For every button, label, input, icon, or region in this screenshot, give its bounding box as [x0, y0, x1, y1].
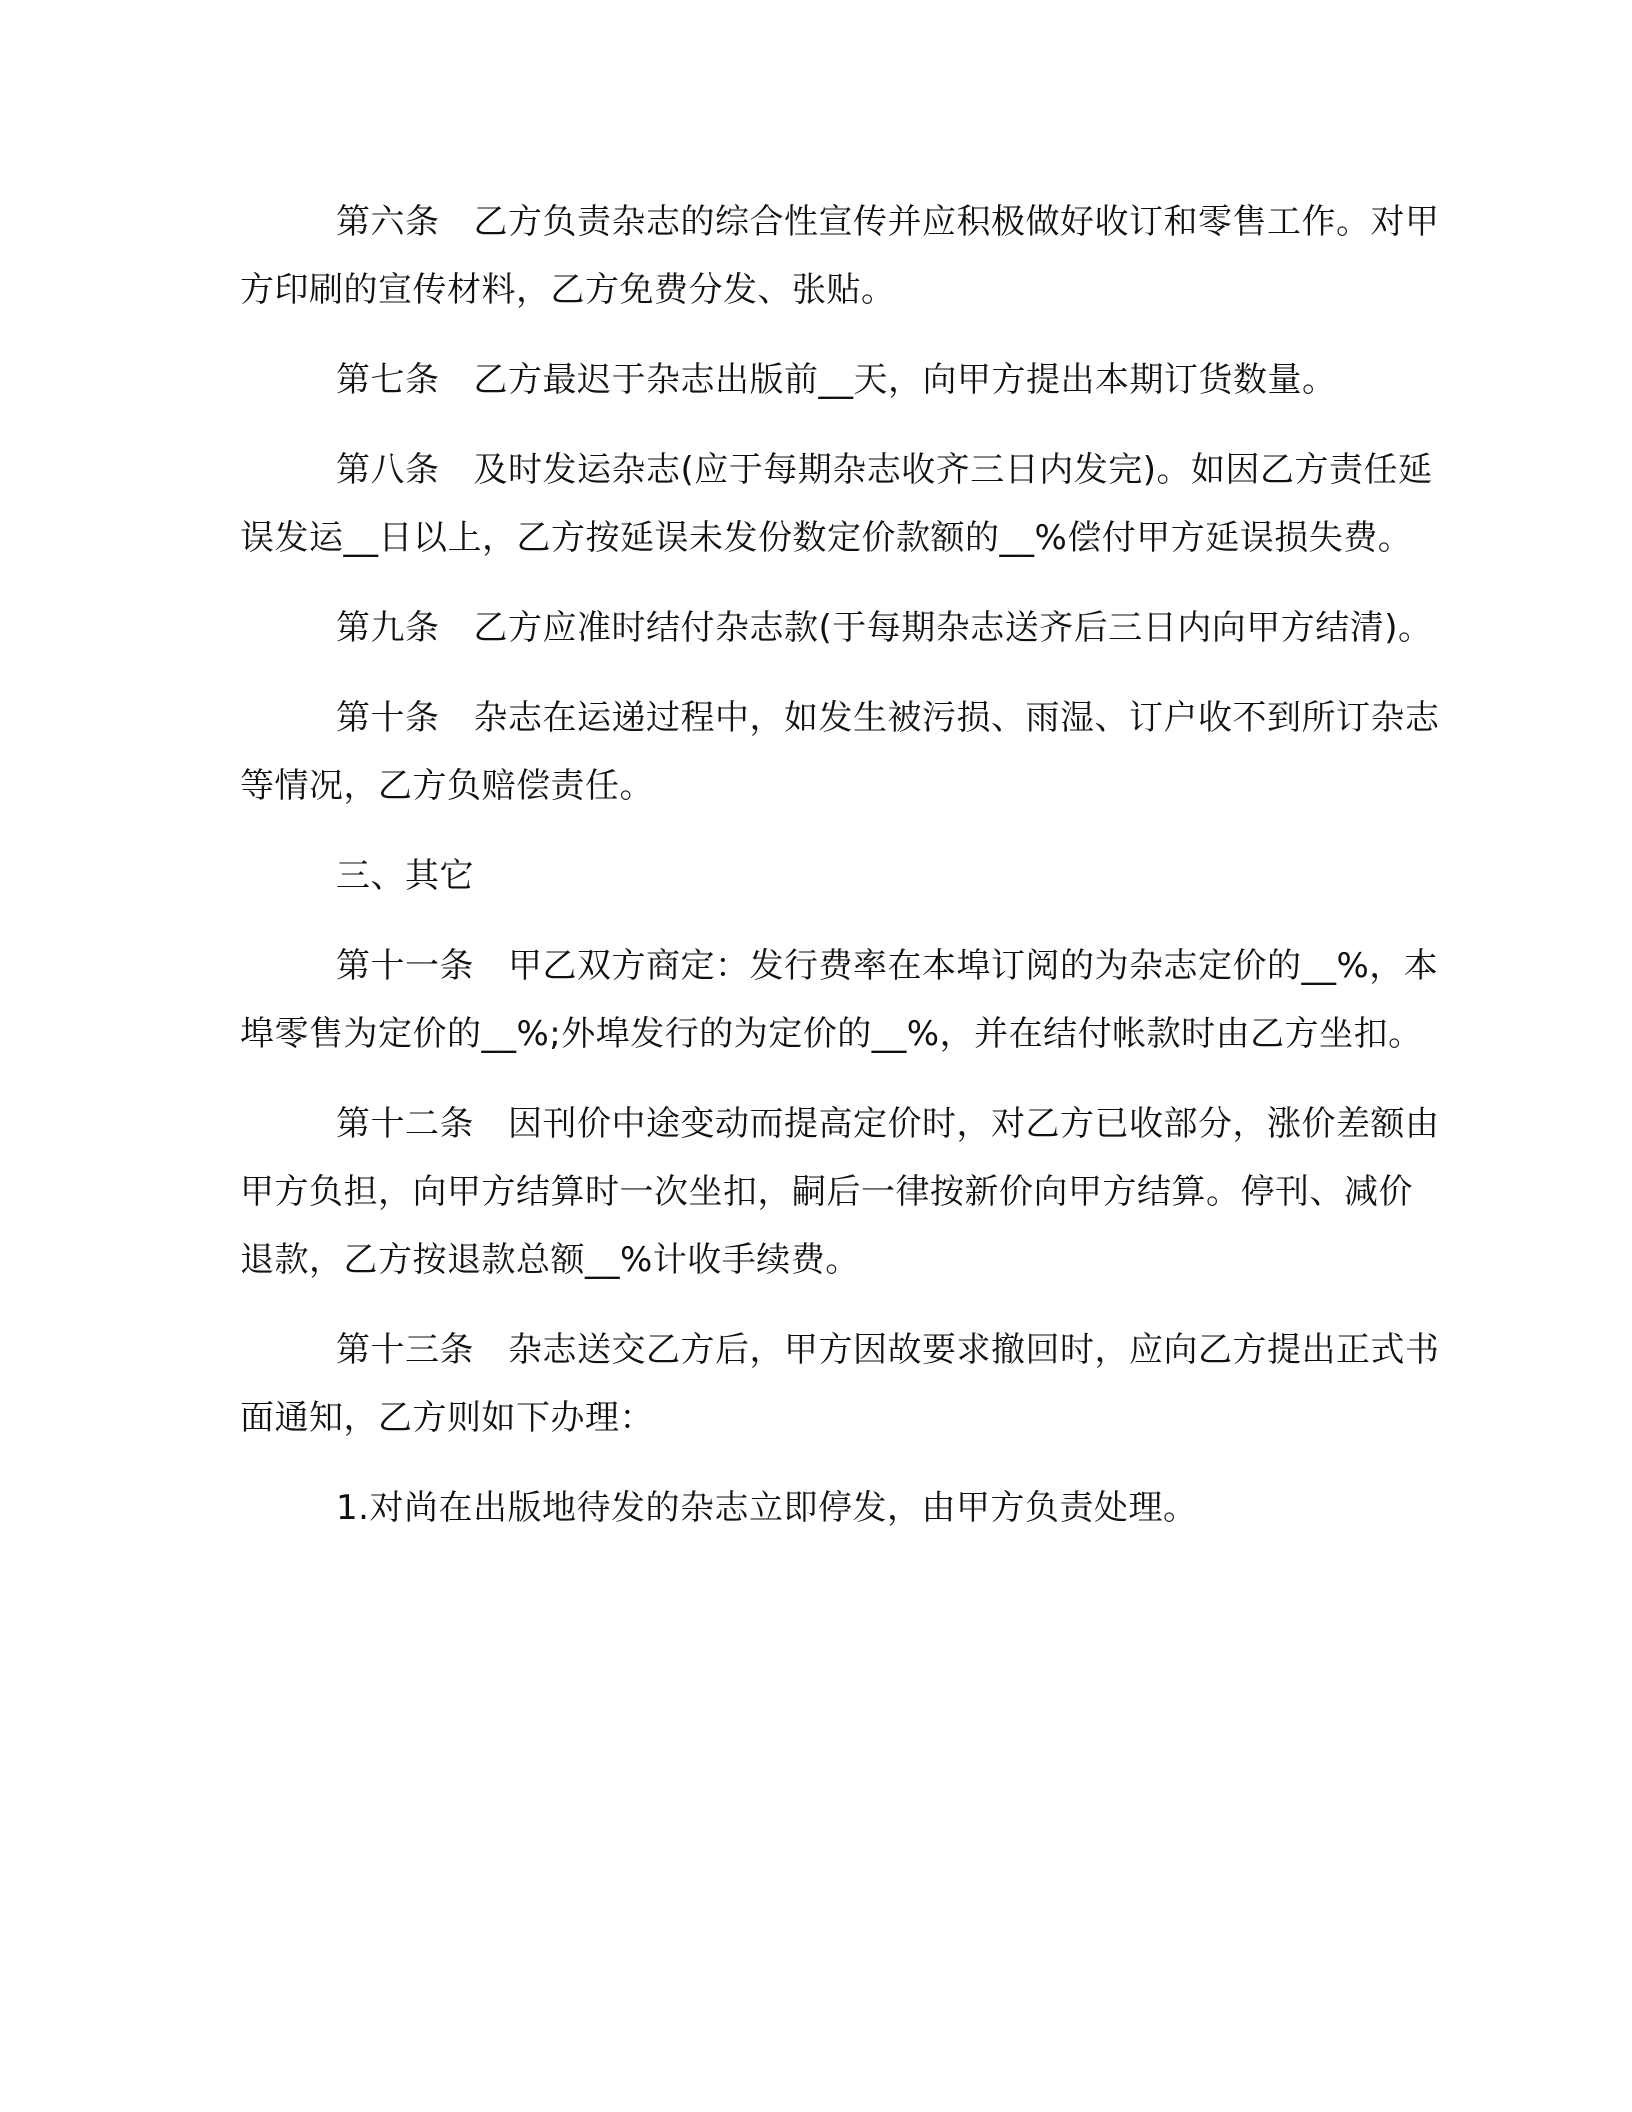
article-10-label: 第十条: [336, 698, 440, 738]
article-12-label: 第十二条: [336, 1104, 474, 1144]
article-11-text: 甲乙双方商定：发行费率在本埠订阅的为杂志定价的__%，本埠零售为定价的__%;外埠发行的为定价的__%，并在结付帐款时由乙方坐扣。: [240, 946, 1439, 1054]
article-10: [240, 684, 1440, 820]
section-heading: 三、其它: [336, 856, 474, 896]
article-12-text: 因刊价中途变动而提高定价时，对乙方已收部分，涨价差额由甲方负担，向甲方结算时一次坐扣，嗣后一律按新价向甲方结算。停刊、减价退款，乙方按退款总额__%计收手续费。: [240, 1104, 1440, 1280]
article-11-label: 第十一条: [336, 946, 474, 986]
article-13-text: 杂志送交乙方后，甲方因故要求撤回时，应向乙方提出正式书面通知，乙方则如下办理：: [240, 1330, 1440, 1438]
article-6: [240, 188, 1440, 324]
document-body: [240, 188, 1440, 1564]
item-1: 1.对尚在出版地待发的杂志立即停发，由甲方负责处理。: [336, 1488, 1198, 1528]
article-8: [240, 436, 1440, 572]
article-10-text: 杂志在运递过程中，如发生被污损、雨湿、订户收不到所订杂志等情况，乙方负赔偿责任。: [240, 698, 1440, 806]
article-13: [240, 1316, 1440, 1452]
article-7-text: 乙方最迟于杂志出版前__天，向甲方提出本期订货数量。: [473, 360, 1337, 400]
article-9: [240, 594, 1440, 662]
article-7: [240, 346, 1440, 414]
article-7-label: 第七条: [336, 360, 440, 400]
article-6-text: 乙方负责杂志的综合性宣传并应积极做好收订和零售工作。对甲方印刷的宣传材料，乙方免费分发、张贴。: [240, 202, 1440, 310]
article-9-text: 乙方应准时结付杂志款(于每期杂志送齐后三日内向甲方结清)。: [473, 608, 1433, 648]
article-8-label: 第八条: [336, 450, 440, 490]
article-9-label: 第九条: [336, 608, 440, 648]
article-8-text: 及时发运杂志(应于每期杂志收齐三日内发完)。如因乙方责任延误发运__日以上，乙方按延误未发份数定价款额的__%偿付甲方延误损失费。: [240, 450, 1433, 558]
article-6-label: 第六条: [336, 202, 440, 242]
article-11: [240, 932, 1440, 1068]
article-13-label: 第十三条: [336, 1330, 474, 1370]
article-12: [240, 1090, 1440, 1294]
